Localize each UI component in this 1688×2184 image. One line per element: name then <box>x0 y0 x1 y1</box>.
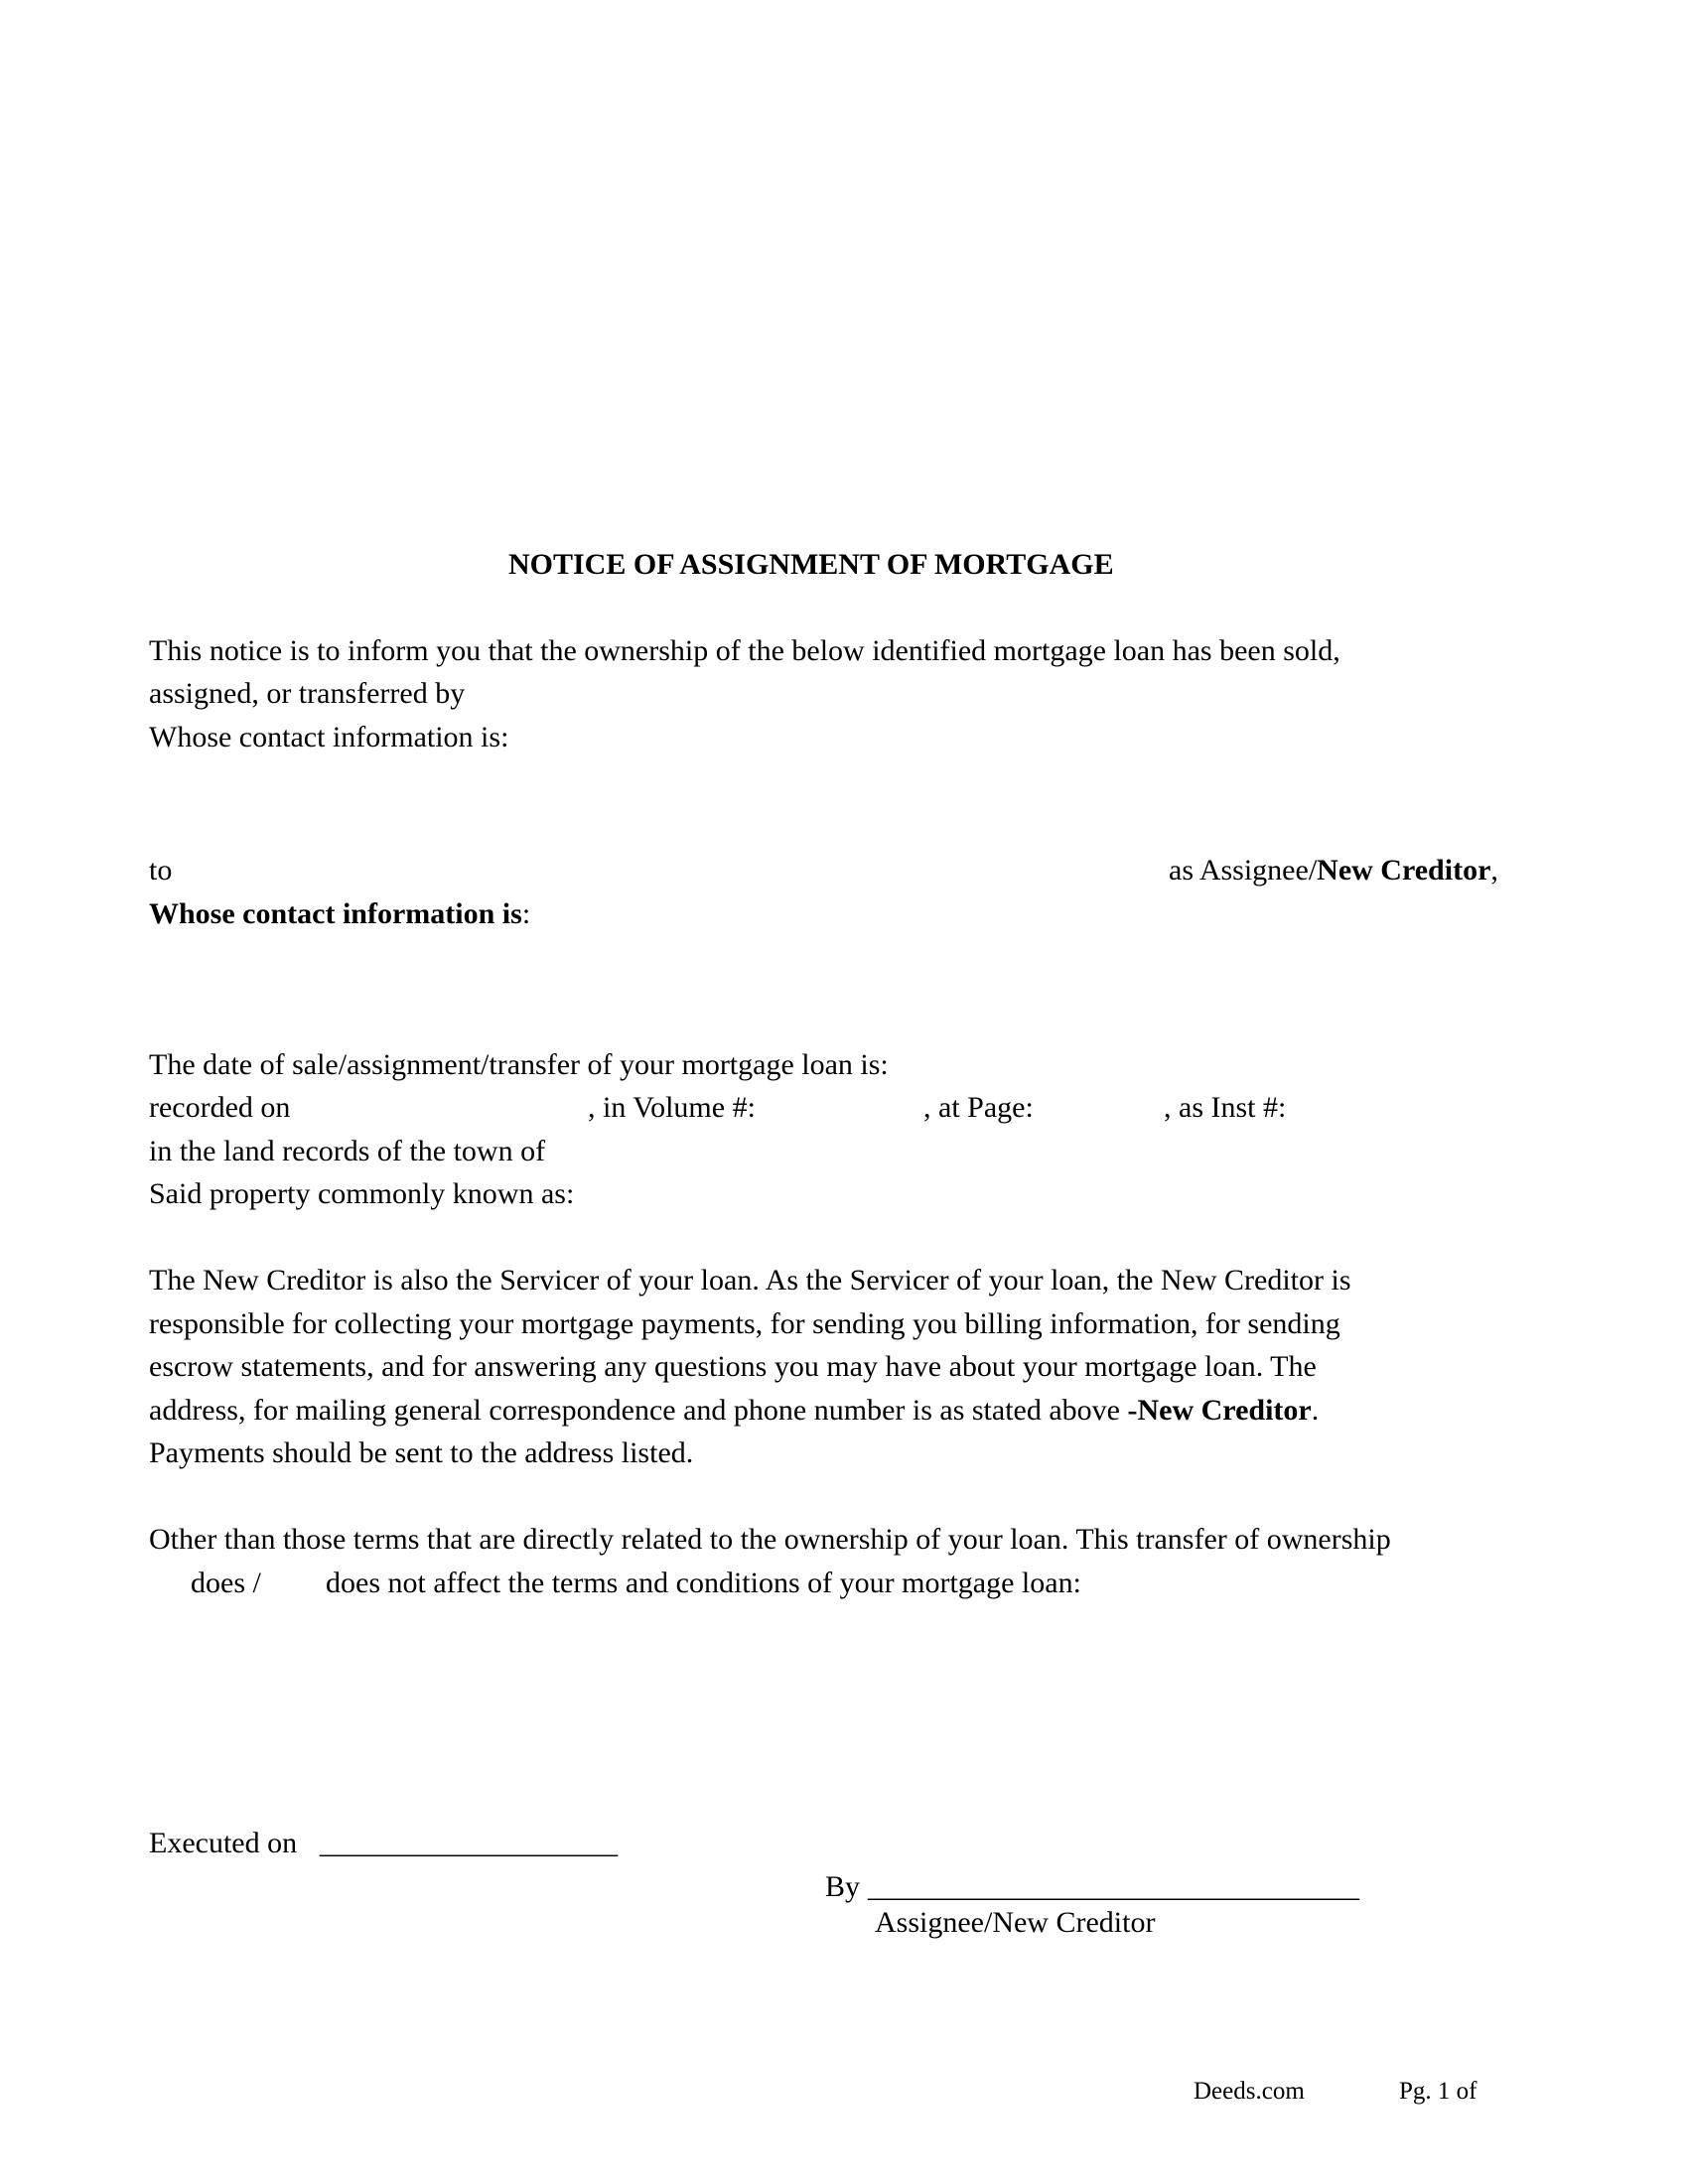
assignee-role <box>1169 856 1498 886</box>
page-label: , at Page: <box>923 1091 1034 1124</box>
signature-blank: _________________________________ <box>868 1870 1359 1903</box>
by-label: By <box>825 1870 861 1903</box>
property-label: Said property commonly known as: <box>149 1177 575 1210</box>
signer-title: Assignee/New Creditor <box>875 1906 1156 1939</box>
servicer-line-1: The New Creditor is also the Servicer of your loan. As the Servicer of your loan, the New Creditor is <box>149 1264 1351 1297</box>
terms-does-option: does / <box>191 1567 261 1599</box>
assignee-contact-suffix: : <box>521 897 531 930</box>
intro-line-1: This notice is to inform you that the ownership of the below identified mortgage loan has been sold, <box>149 634 1340 667</box>
servicer-line-4 <box>149 1396 1319 1426</box>
assignee-role-suffix: , <box>1490 854 1498 887</box>
servicer-line-4-suffix: . <box>1311 1394 1320 1427</box>
terms-line-1: Other than those terms that are directly related to the ownership of your loan. This transfer of ownership <box>149 1523 1391 1556</box>
assignee-role-prefix: as Assignee/ <box>1169 854 1318 887</box>
intro-line-3: Whose contact information is: <box>149 721 509 753</box>
document-title: NOTICE OF ASSIGNMENT OF MORTGAGE <box>508 548 1114 581</box>
servicer-line-4-bold: -New Creditor <box>1127 1394 1312 1427</box>
volume-label: , in Volume #: <box>588 1091 756 1124</box>
servicer-line-4-prefix: address, for mailing general correspondence and phone number is as stated above <box>149 1394 1128 1427</box>
assignee-contact-bold: Whose contact information is <box>149 897 522 930</box>
terms-does-not-option: does not affect the terms and conditions of your mortgage loan: <box>326 1567 1081 1599</box>
assignee-contact-label <box>149 899 530 929</box>
sale-date-line: The date of sale/assignment/transfer of your mortgage loan is: <box>149 1048 889 1081</box>
to-label: to <box>149 854 173 887</box>
executed-on-blank: ____________________ <box>320 1827 618 1859</box>
town-label: in the land records of the town of <box>149 1135 546 1167</box>
footer-page-number: Pg. 1 of <box>1399 2078 1477 2105</box>
assignee-role-bold: New Creditor <box>1317 854 1491 887</box>
inst-label: , as Inst #: <box>1164 1091 1287 1124</box>
footer-brand: Deeds.com <box>1194 2078 1305 2105</box>
intro-line-2: assigned, or transferred by <box>149 677 466 710</box>
executed-on-label: Executed on <box>149 1827 298 1859</box>
servicer-line-3: escrow statements, and for answering any questions you may have about your mortgage loan. The <box>149 1350 1317 1383</box>
servicer-line-2: responsible for collecting your mortgage payments, for sending you billing information, for sending <box>149 1307 1340 1340</box>
servicer-line-5: Payments should be sent to the address listed. <box>149 1436 694 1469</box>
recorded-on-label: recorded on <box>149 1091 291 1124</box>
